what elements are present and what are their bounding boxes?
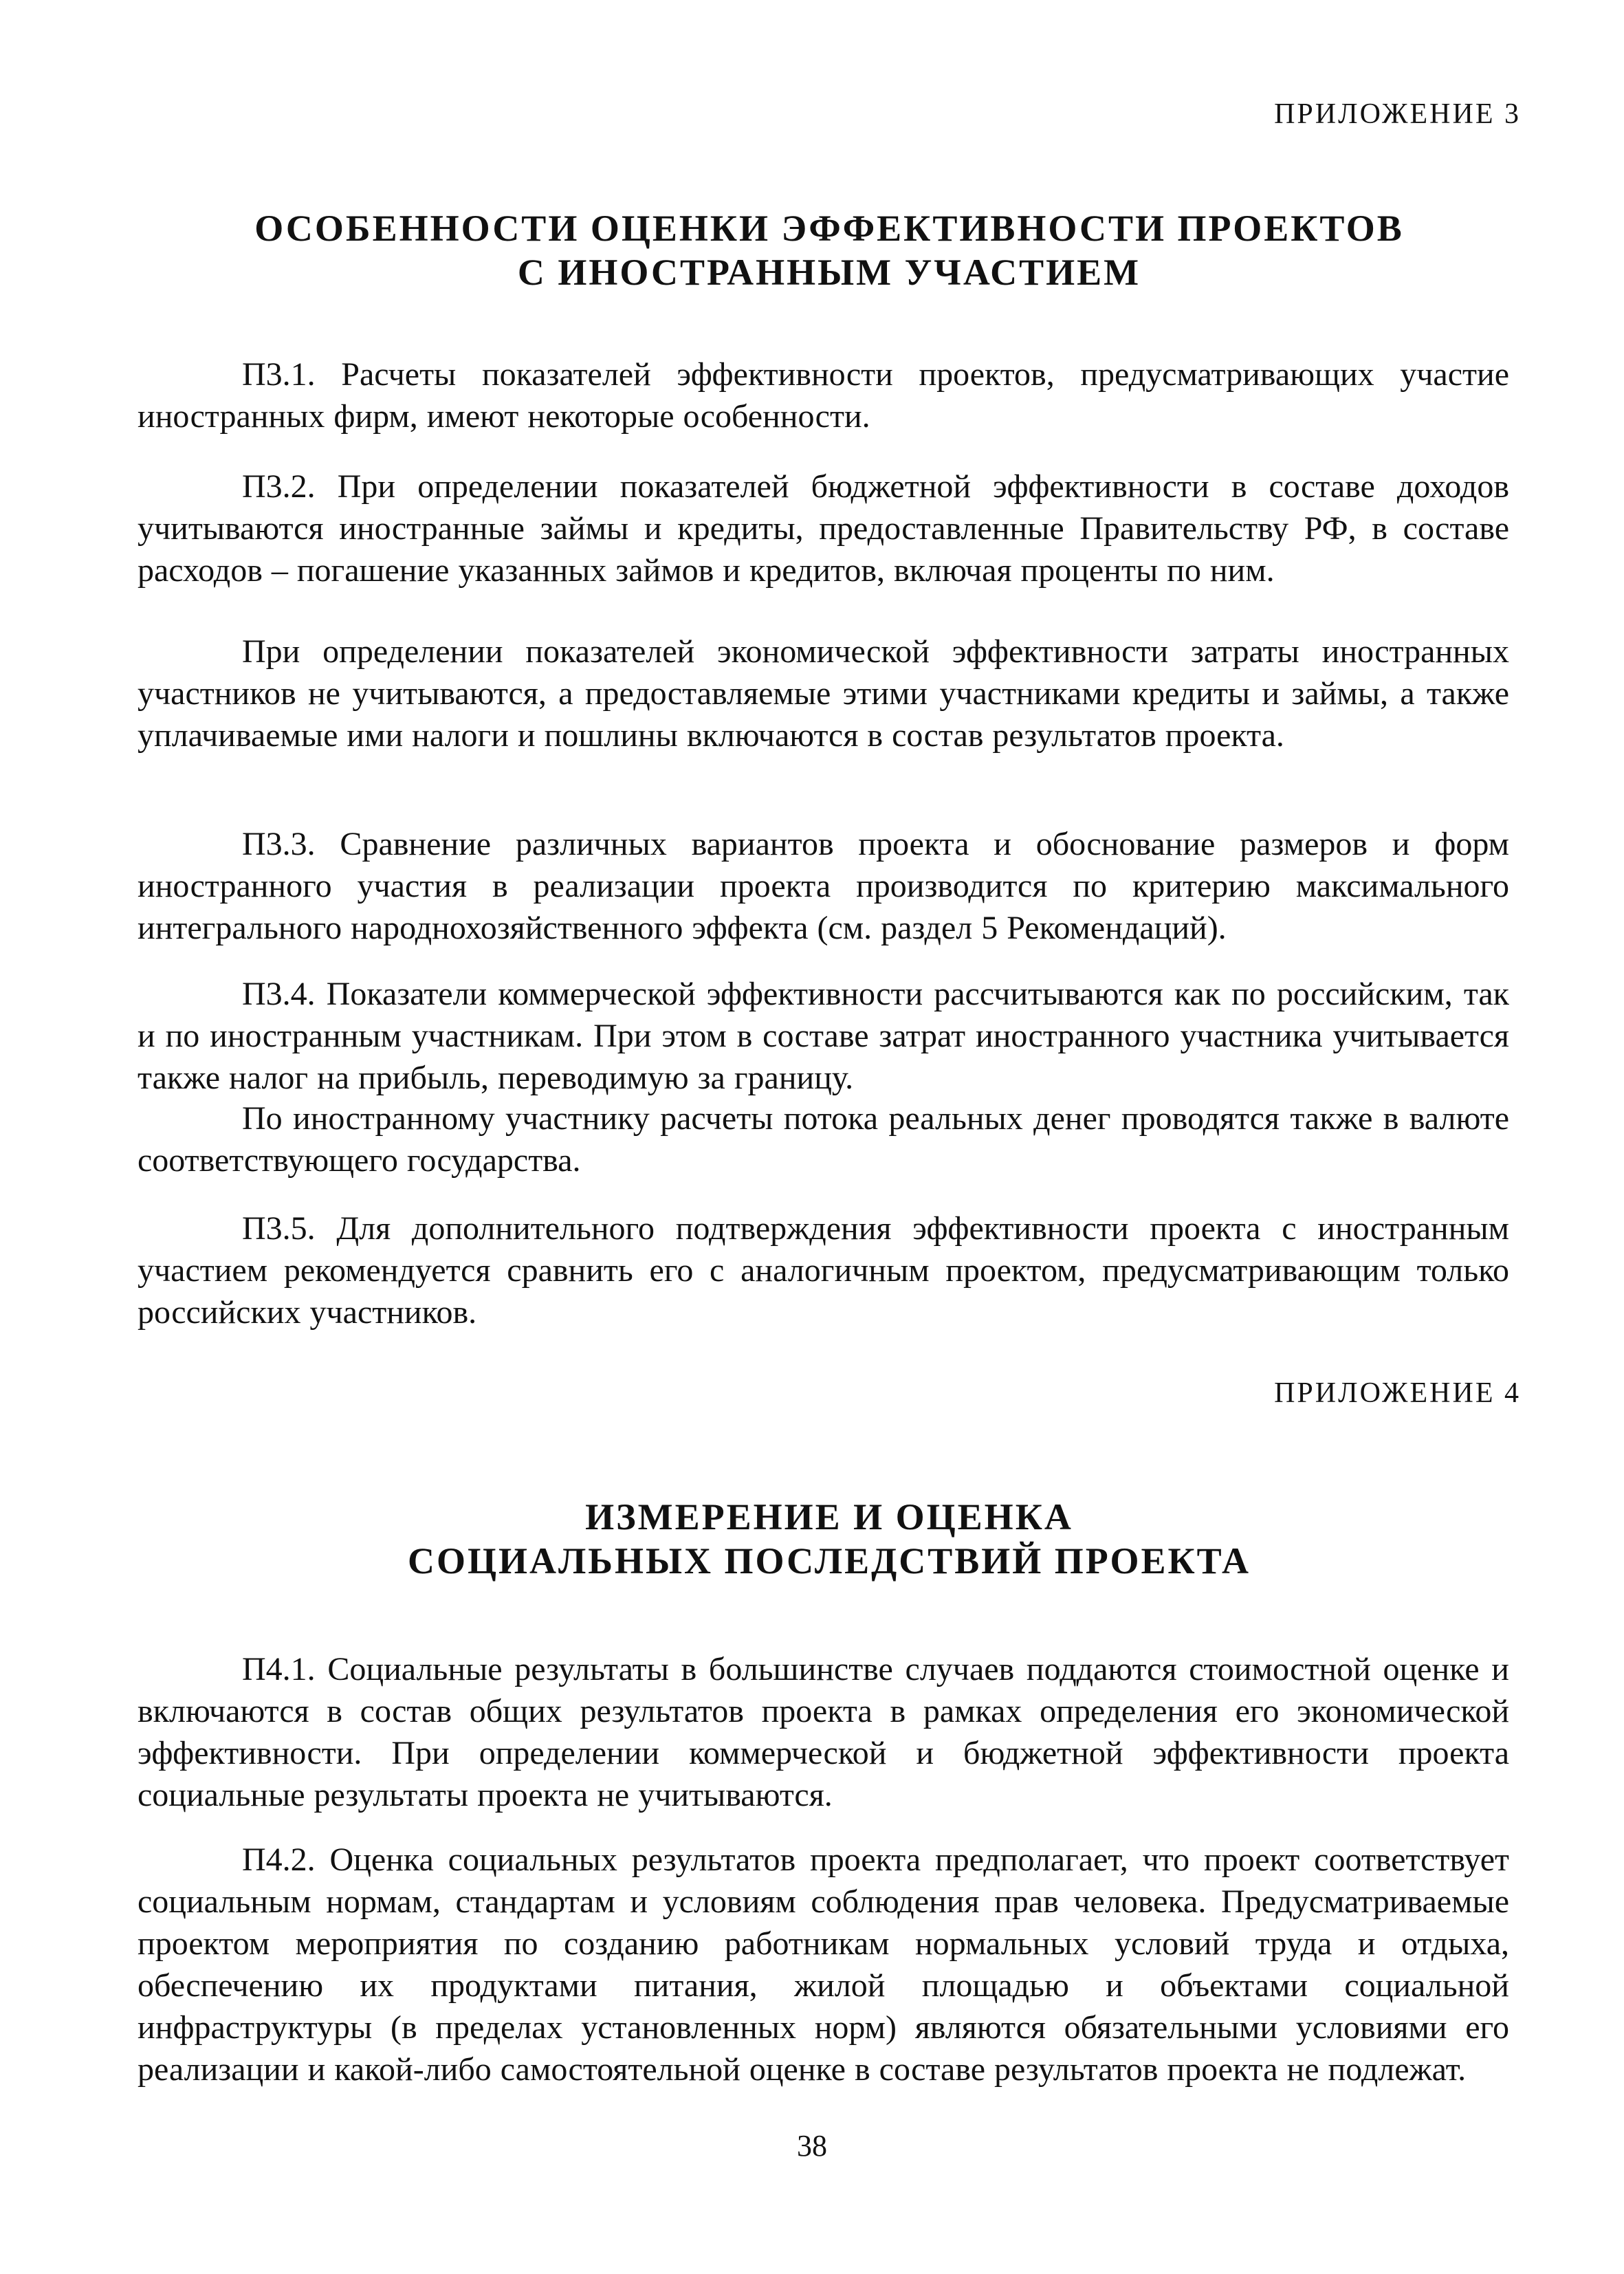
appendix-3-label: ПРИЛОЖЕНИЕ 3	[1274, 98, 1521, 130]
paragraph-p4-1: П4.1. Социальные результаты в большинстве случаев поддаются стоимостной оценке и включаются в состав общих результатов проекта в рамках определения его экономической эффективности. При определении коммерческой и бюджетной эффективности проекта социальные результаты проекта не учитываются.	[138, 1651, 1509, 1813]
appendix-4-title-line-2: СОЦИАЛЬНЫХ ПОСЛЕДСТВИЙ ПРОЕКТА	[408, 1540, 1251, 1582]
appendix-4-title	[138, 1495, 1521, 1583]
paragraph-p3-2: П3.2. При определении показателей бюджетной эффективности в составе доходов учитываются иностранные займы и кредиты, предоставленные Правительству РФ, в составе расходов – погашение указанных займов и кредитов, включая проценты по ним.	[138, 468, 1509, 589]
appendix-4-title-line-1: ИЗМЕРЕНИЕ И ОЦЕНКА	[585, 1496, 1073, 1538]
appendix-3-title	[138, 206, 1521, 294]
appendix-3-title-line-2: С ИНОСТРАННЫМ УЧАСТИЕМ	[517, 252, 1141, 293]
paragraph-p4-2: П4.2. Оценка социальных результатов проекта предполагает, что проект соответствует социальным нормам, стандартам и условиям соблюдения прав человека. Предусматриваемые проектом мероприятия по созданию работникам нормальных условий труда и отдыха, обеспечению их продуктами питания, жилой площадью и объектами социальной инфраструктуры (в пределах установленных норм) являются обязательными условиями его реализации и какой-либо самостоятельной оценке в составе результатов проекта не подлежат.	[138, 1841, 1509, 2088]
page-number: 38	[797, 2129, 827, 2163]
paragraph-p3-4: П3.4. Показатели коммерческой эффективности рассчитываются как по российским, так и по иностранным участникам. При этом в составе затрат иностранного участника учитывается также налог на прибыль, переводимую за границу.	[138, 976, 1509, 1096]
paragraph-p3-5: П3.5. Для дополнительного подтверждения эффективности проекта с иностранным участием рекомендуется сравнить его с аналогичным проектом, предусматривающим только российских участников.	[138, 1210, 1509, 1331]
paragraph-p3-4-cont: По иностранному участнику расчеты потока реальных денег проводятся также в валюте соответствующего государства.	[138, 1100, 1509, 1179]
paragraph-p3-2-cont: При определении показателей экономической эффективности затраты иностранных участников не учитываются, а предоставляемые этими участниками кредиты и займы, а также уплачиваемые ими налоги и пошлины включаются в состав результатов проекта.	[138, 633, 1509, 754]
paragraph-p3-3: П3.3. Сравнение различных вариантов проекта и обоснование размеров и форм иностранного участия в реализации проекта производится по критерию максимального интегрального народнохозяйственного эффекта (см. раздел 5 Рекомендаций).	[138, 826, 1509, 946]
paragraph-p3-1: П3.1. Расчеты показателей эффективности проектов, предусматривающих участие иностранных фирм, имеют некоторые особенности.	[138, 356, 1509, 435]
appendix-3-title-line-1: ОСОБЕННОСТИ ОЦЕНКИ ЭФФЕКТИВНОСТИ ПРОЕКТОВ	[254, 208, 1404, 249]
appendix-4-label: ПРИЛОЖЕНИЕ 4	[1274, 1377, 1521, 1409]
